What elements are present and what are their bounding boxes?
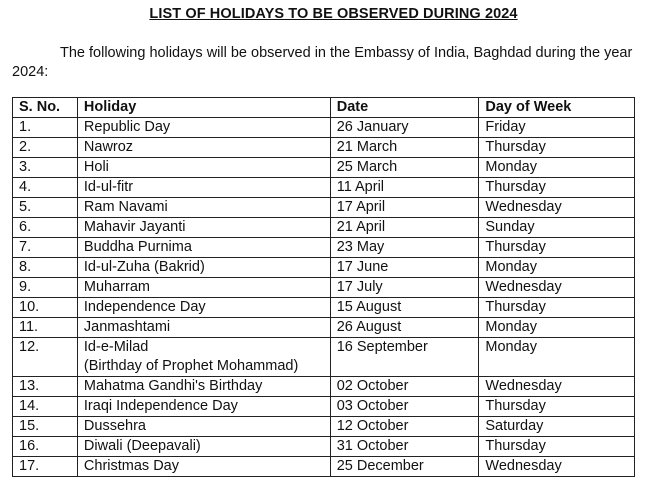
table-row: [13, 397, 635, 417]
table-row: [13, 238, 635, 258]
cell-holiday: [77, 457, 330, 477]
cell-holiday: [77, 437, 330, 457]
table-row: [13, 178, 635, 198]
table-row: [13, 338, 635, 377]
cell-holiday: [77, 138, 330, 158]
cell-sno: 3.: [13, 158, 78, 178]
cell-day-of-week: Sunday: [479, 218, 635, 238]
table-row: [13, 258, 635, 278]
header-day: Day of Week: [479, 98, 635, 118]
cell-sno: 14.: [13, 397, 78, 417]
intro-paragraph: The following holidays will be observed in the Embassy of India, Baghdad during the year 2024:: [12, 45, 633, 80]
cell-day-of-week: Monday: [479, 318, 635, 338]
table-row: [13, 318, 635, 338]
holiday-table-body: [13, 118, 635, 477]
cell-day-of-week: Thursday: [479, 138, 635, 158]
cell-day-of-week: Saturday: [479, 417, 635, 437]
header-date: Date: [330, 98, 479, 118]
cell-sno: 6.: [13, 218, 78, 238]
table-row: [13, 138, 635, 158]
cell-date: 25 December: [330, 457, 479, 477]
cell-holiday: [77, 218, 330, 238]
table-row: [13, 198, 635, 218]
cell-date: 26 January: [330, 118, 479, 138]
table-row: [13, 218, 635, 238]
cell-day-of-week: Thursday: [479, 397, 635, 417]
cell-date: 16 September: [330, 338, 479, 377]
table-row: [13, 278, 635, 298]
holiday-name: Ram Navami: [83, 199, 168, 215]
header-holiday: Holiday: [77, 98, 330, 118]
cell-day-of-week: Wednesday: [479, 377, 635, 397]
cell-date: 03 October: [330, 397, 479, 417]
cell-holiday: [77, 338, 330, 377]
cell-date: 12 October: [330, 417, 479, 437]
holiday-name: Id-e-Milad: [83, 339, 149, 355]
cell-holiday: [77, 178, 330, 198]
holiday-name: Mahatma Gandhi's Birthday: [83, 378, 263, 394]
cell-day-of-week: Thursday: [479, 437, 635, 457]
cell-date: 23 May: [330, 238, 479, 258]
cell-date: 15 August: [330, 298, 479, 318]
holiday-table: [12, 97, 635, 477]
table-row: [13, 377, 635, 397]
holiday-name: Janmashtami: [83, 319, 171, 335]
cell-date: 17 July: [330, 278, 479, 298]
cell-sno: 17.: [13, 457, 78, 477]
holiday-name: Mahavir Jayanti: [83, 219, 186, 235]
cell-sno: 7.: [13, 238, 78, 258]
document-title: LIST OF HOLIDAYS TO BE OBSERVED DURING 2024: [149, 6, 518, 22]
cell-holiday: [77, 278, 330, 298]
holiday-name: Christmas Day: [83, 458, 179, 474]
cell-day-of-week: Wednesday: [479, 278, 635, 298]
cell-sno: 12.: [13, 338, 78, 377]
holiday-name: Diwali (Deepavali): [83, 438, 201, 454]
cell-sno: 9.: [13, 278, 78, 298]
table-row: [13, 158, 635, 178]
cell-day-of-week: Monday: [479, 158, 635, 178]
cell-day-of-week: Monday: [479, 258, 635, 278]
cell-holiday: [77, 298, 330, 318]
header-sno: S. No.: [13, 98, 78, 118]
cell-day-of-week: Monday: [479, 338, 635, 377]
cell-date: 02 October: [330, 377, 479, 397]
holiday-name: Nawroz: [83, 139, 134, 155]
cell-sno: 16.: [13, 437, 78, 457]
cell-day-of-week: Friday: [479, 118, 635, 138]
cell-sno: 15.: [13, 417, 78, 437]
table-row: [13, 118, 635, 138]
cell-holiday: [77, 238, 330, 258]
holiday-name: Iraqi Independence Day: [83, 398, 238, 414]
holiday-name: Holi: [83, 159, 109, 175]
cell-day-of-week: Thursday: [479, 178, 635, 198]
cell-day-of-week: Wednesday: [479, 457, 635, 477]
cell-date: 17 April: [330, 198, 479, 218]
holiday-name: Id-ul-Zuha (Bakrid): [83, 259, 205, 275]
cell-holiday: [77, 318, 330, 338]
cell-sno: 13.: [13, 377, 78, 397]
cell-sno: 11.: [13, 318, 78, 338]
cell-date: 21 March: [330, 138, 479, 158]
cell-holiday: [77, 198, 330, 218]
cell-holiday: [77, 158, 330, 178]
cell-date: 25 March: [330, 158, 479, 178]
table-header-row: [13, 98, 635, 118]
holiday-note: (Birthday of Prophet Mohammad): [83, 358, 299, 374]
cell-holiday: [77, 118, 330, 138]
table-row: [13, 417, 635, 437]
cell-holiday: [77, 377, 330, 397]
holiday-name: Buddha Purnima: [83, 239, 192, 255]
cell-holiday: [77, 397, 330, 417]
cell-sno: 10.: [13, 298, 78, 318]
holiday-name: Republic Day: [83, 119, 171, 135]
table-row: [13, 437, 635, 457]
cell-date: 26 August: [330, 318, 479, 338]
cell-date: 21 April: [330, 218, 479, 238]
cell-day-of-week: Wednesday: [479, 198, 635, 218]
table-row: [13, 298, 635, 318]
cell-sno: 5.: [13, 198, 78, 218]
holiday-name: Independence Day: [83, 299, 206, 315]
cell-sno: 8.: [13, 258, 78, 278]
cell-day-of-week: Thursday: [479, 238, 635, 258]
cell-date: 31 October: [330, 437, 479, 457]
cell-holiday: [77, 417, 330, 437]
holiday-name: Id-ul-fitr: [83, 179, 134, 195]
holiday-name: Muharram: [83, 279, 150, 295]
cell-day-of-week: Thursday: [479, 298, 635, 318]
cell-holiday: [77, 258, 330, 278]
cell-sno: 1.: [13, 118, 78, 138]
holiday-name: Dussehra: [83, 418, 146, 434]
table-row: [13, 457, 635, 477]
cell-sno: 2.: [13, 138, 78, 158]
cell-date: 17 June: [330, 258, 479, 278]
cell-sno: 4.: [13, 178, 78, 198]
cell-date: 11 April: [330, 178, 479, 198]
